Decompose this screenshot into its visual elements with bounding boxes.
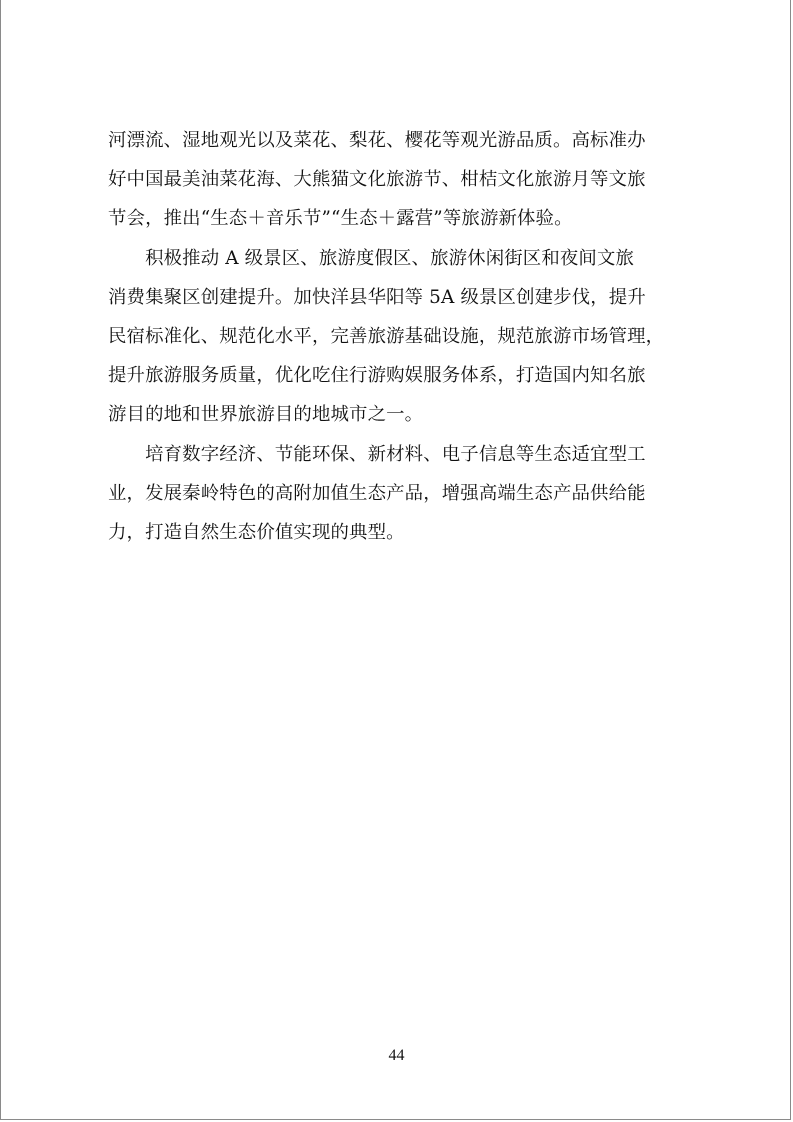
text-line: 好中国最美油菜花海、大熊猫文化旅游节、柑桔文化旅游月等文旅 [108,169,646,191]
text-line: 培育数字经济、节能环保、新材料、电子信息等生态适宜型工 [108,443,646,465]
text-line: 提升旅游服务质量，优化吃住行游购娱服务体系，打造国内知名旅 [108,365,646,387]
text-line: 消费集聚区创建提升。加快洋县华阳等 5A 级景区创建步伐，提升 [108,286,646,308]
text-line: 业，发展秦岭特色的高附加值生态产品，增强高端生态产品供给能 [108,482,646,504]
document-body [108,121,665,552]
text-line: 积极推动 A 级景区、旅游度假区、旅游休闲街区和夜间文旅 [108,247,635,269]
text-line: 力，打造自然生态价值实现的典型。 [108,521,405,543]
paragraph [108,435,662,553]
text-line: 河漂流、湿地观光以及菜花、梨花、樱花等观光游品质。高标准办 [108,130,646,151]
text-line: 民宿标准化、规范化水平，完善旅游基础设施，规范旅游市场管理， [108,325,665,347]
paragraph [108,121,662,239]
text-line: 游目的地和世界旅游目的地城市之一。 [108,404,424,426]
page-number: 44 [388,1047,405,1064]
text-line: 节会，推出“生态＋音乐节”“生态＋露营”等旅游新体验。 [108,208,573,230]
paragraph [108,239,665,435]
